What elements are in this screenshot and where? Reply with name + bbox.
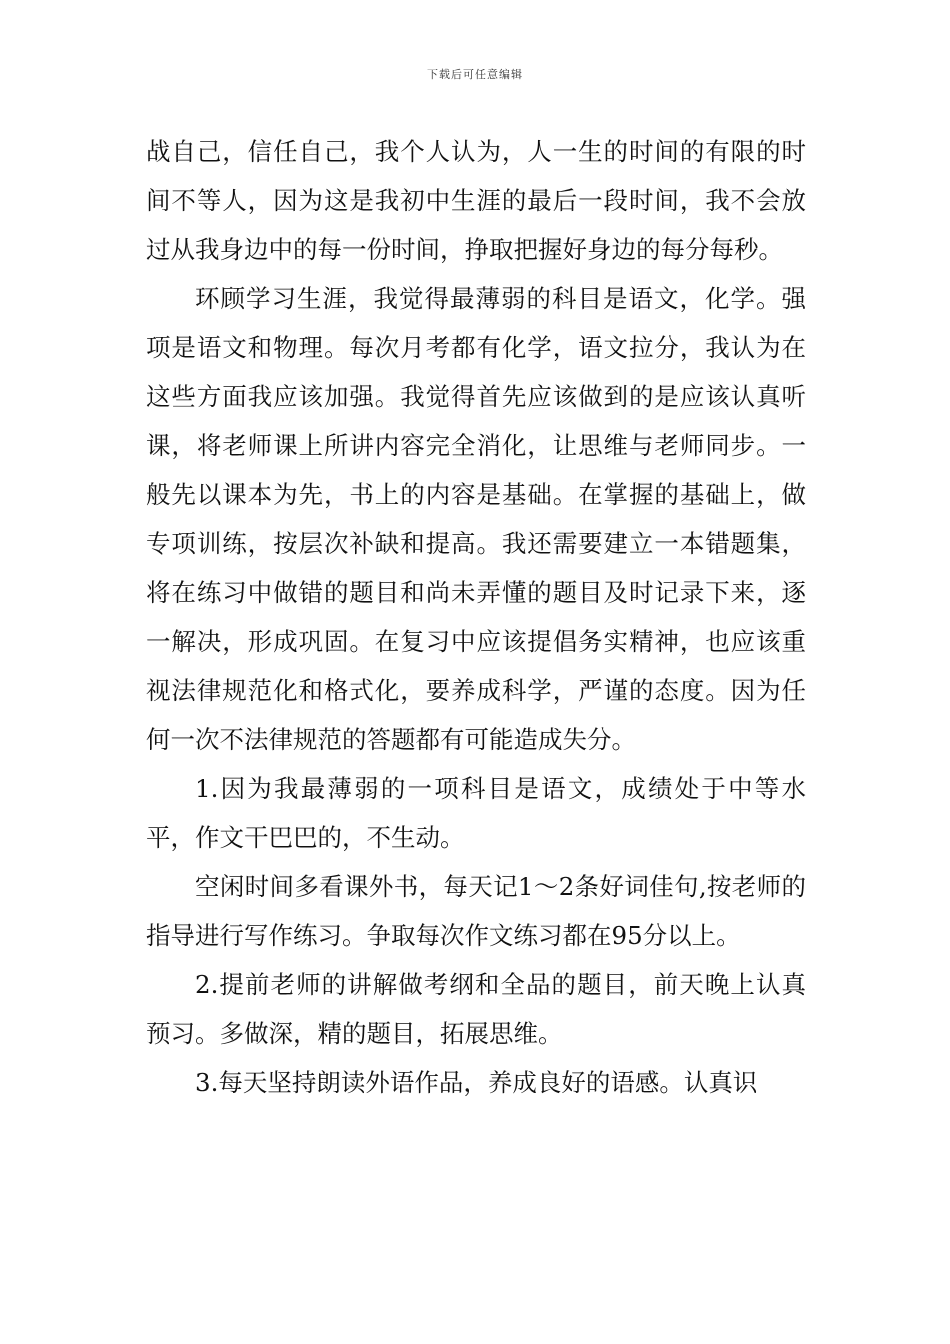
page-header: 下载后可任意编辑	[427, 68, 523, 81]
paragraph-continuation: 战自己，信任自己，我个人认为，人一生的时间的有限的时间不等人，因为这是我初中生涯的最后一段时间，我不会放过从我身边中的每一份时间，挣取把握好身边的每分每秒。	[146, 137, 806, 264]
document-body	[146, 127, 806, 1107]
paragraph-item-3: 3.每天坚持朗读外语作品，养成良好的语感。认真识	[195, 1068, 758, 1097]
paragraph-study-review: 环顾学习生涯，我觉得最薄弱的科目是语文，化学。强项是语文和物理。每次月考都有化学，语文拉分，我认为在这些方面我应该加强。我觉得首先应该做到的是应该认真听课，将老师课上所讲内容完全消化，让思维与老师同步。一般先以课本为先，书上的内容是基础。在掌握的基础上，做专项训练，按层次补缺和提高。我还需要建立一本错题集，将在练习中做错的题目和尚未弄懂的题目及时记录下来，逐一解决，形成巩固。在复习中应该提倡务实精神，也应该重视法律规范化和格式化，要养成科学，严谨的态度。因为任何一次不法律规范的答题都有可能造成失分。	[146, 284, 806, 754]
paragraph-item-2: 2.提前老师的讲解做考纲和全品的题目，前天晚上认真预习。多做深，精的题目，拓展思维。	[146, 970, 806, 1048]
paragraph-item-1: 1.因为我最薄弱的一项科目是语文，成绩处于中等水平，作文干巴巴的，不生动。	[146, 774, 806, 852]
paragraph-item-1-plan: 空闲时间多看课外书，每天记1～2条好词佳句,按老师的指导进行写作练习。争取每次作文练习都在95分以上。	[146, 872, 806, 950]
